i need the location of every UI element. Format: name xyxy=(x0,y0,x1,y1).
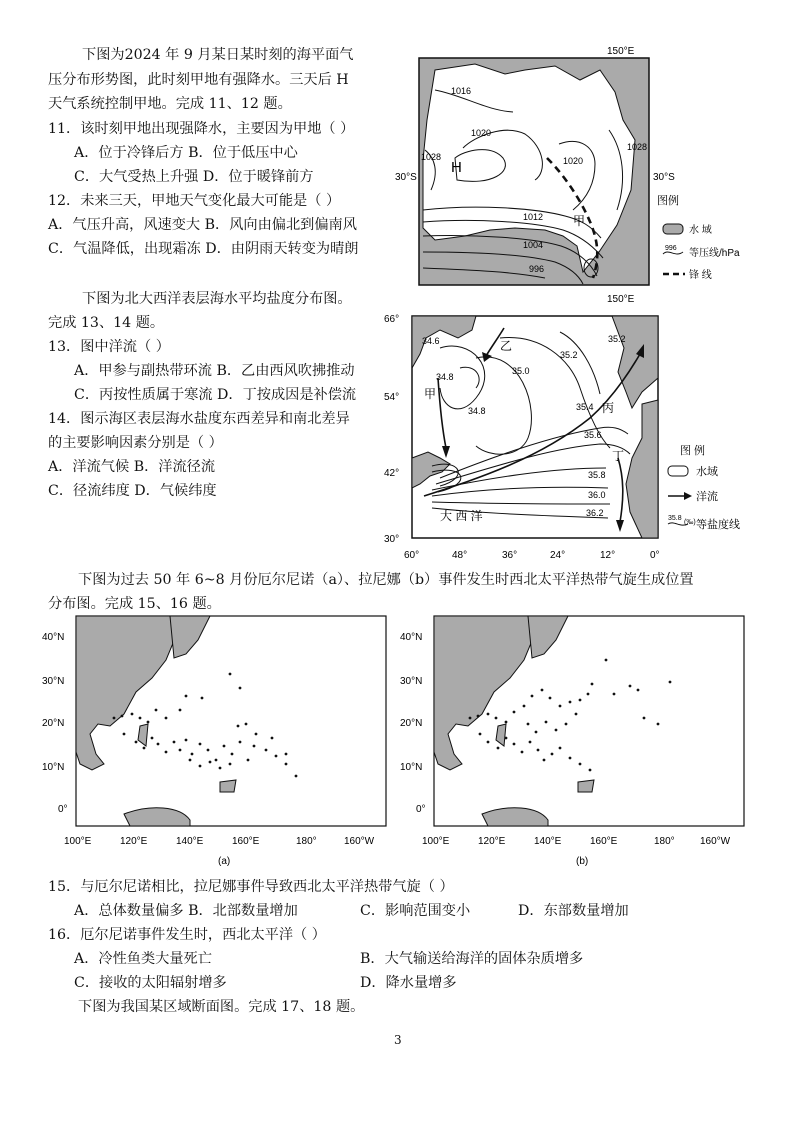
isohaline-label: 35.6 xyxy=(584,430,602,440)
lon-label: 36° xyxy=(502,550,518,561)
q16-option-d: D．降水量增多 xyxy=(360,975,457,991)
panel-a-genesis-point xyxy=(285,753,288,756)
panel-a-genesis-point xyxy=(231,753,234,756)
panel-b-genesis-point xyxy=(551,753,554,756)
panel-b-genesis-point xyxy=(579,699,582,702)
isohaline-label: 34.8 xyxy=(468,406,486,416)
q11-stem: 11．该时刻甲地出现强降水，主要因为甲地（ ） xyxy=(48,121,355,137)
lon-top-label: 150°E xyxy=(607,46,635,57)
q15-stem: 15．与厄尔尼诺相比，拉尼娜事件导致西北太平洋热带气旋（ ） xyxy=(48,879,454,895)
lat-label: 40°N xyxy=(400,632,423,643)
lon-label: 180° xyxy=(654,836,675,847)
q14-stem-line1: 14．图示海区表层海水盐度东西差异和南北差异 xyxy=(48,411,350,427)
panel-b-genesis-point xyxy=(591,683,594,686)
panel-b-genesis-point xyxy=(549,697,552,700)
current-label: 丁 xyxy=(612,449,625,463)
isobar-label: 1012 xyxy=(523,212,544,222)
panel-b-genesis-point xyxy=(605,659,608,662)
isobar-label: 1028 xyxy=(421,152,442,162)
isohaline-label: 36.2 xyxy=(586,508,604,518)
page-number: 3 xyxy=(394,1033,402,1047)
q12-options-cd: C．气温降低，出现霜冻 D．由阴雨天转变为晴朗 xyxy=(48,241,359,257)
map2-legend-title: 图 例 xyxy=(680,445,706,457)
lon-label: 60° xyxy=(404,550,420,561)
isobar-label: 1020 xyxy=(563,156,584,166)
panel-b-genesis-point xyxy=(613,693,616,696)
panel-a-genesis-point xyxy=(135,741,138,744)
lat-label: 30° xyxy=(384,534,400,545)
panel-a-genesis-point xyxy=(229,763,232,766)
map1-legend-front: 锋 线 xyxy=(689,270,712,281)
lon-label: 0° xyxy=(650,550,660,561)
panel-a-genesis-point xyxy=(113,717,116,720)
panel-b-genesis-point xyxy=(497,747,500,750)
panel-a-genesis-point xyxy=(131,713,134,716)
panel-b-genesis-point xyxy=(559,747,562,750)
ocean-label: 大 西 洋 xyxy=(440,509,483,523)
lat-label: 10°N xyxy=(42,762,65,773)
lon-label: 48° xyxy=(452,550,468,561)
panel-a-genesis-point xyxy=(147,721,150,724)
panel-a-genesis-point xyxy=(173,741,176,744)
panel-a-genesis-point xyxy=(255,733,258,736)
panel-a-genesis-point xyxy=(165,717,168,720)
isohaline-label: 35.0 xyxy=(512,366,530,376)
map1-legend-isobar: 等压线/hPa xyxy=(689,248,740,259)
panel-b-genesis-point xyxy=(575,713,578,716)
q15-option-c: C．影响范围变小 xyxy=(360,903,471,919)
q12-options-ab: A．气压升高，风速变大 B．风向由偏北到偏南风 xyxy=(48,217,357,233)
panel-b-genesis-point xyxy=(505,721,508,724)
q16-stem: 16．厄尔尼诺事件发生时，西北太平洋（ ） xyxy=(48,927,326,943)
panel-a-genesis-point xyxy=(179,749,182,752)
lat-label: 40°N xyxy=(42,632,65,643)
isobar-label: 1016 xyxy=(451,86,472,96)
current-label: 乙 xyxy=(500,339,513,353)
legend-current-head xyxy=(684,492,692,500)
q15-option-d: D．东部数量增加 xyxy=(518,903,629,919)
lat-label: 30°N xyxy=(42,676,65,687)
map2-legend-salinity: 等盐度线 xyxy=(696,519,740,531)
isohaline-label: 34.8 xyxy=(436,372,454,382)
q11-intro-line1: 下图为2024 年 9 月某日某时刻的海平面气 xyxy=(82,47,354,63)
map2-legend-current: 洋流 xyxy=(696,491,718,503)
panel-a-genesis-point xyxy=(123,733,126,736)
lat-label: 42° xyxy=(384,468,400,479)
panel-a-genesis-point xyxy=(253,745,256,748)
isobar-label: 1020 xyxy=(471,128,492,138)
panel-a-genesis-point xyxy=(199,765,202,768)
panel-a-genesis-point xyxy=(295,775,298,778)
panel-a-genesis-point xyxy=(165,751,168,754)
legend-salinity-unit: (‰) xyxy=(684,519,696,526)
panel-b-genesis-point xyxy=(669,681,672,684)
q15-intro-line2: 分布图。完成 15、16 题。 xyxy=(48,596,221,612)
q13-intro-line2: 完成 13、14 题。 xyxy=(48,315,165,331)
panel-a-genesis-point xyxy=(207,749,210,752)
panel-b-genesis-point xyxy=(643,717,646,720)
panel-a-genesis-point xyxy=(285,763,288,766)
panel-b-genesis-point xyxy=(505,737,508,740)
panel-b-genesis-point xyxy=(545,721,548,724)
panel-b-genesis-point xyxy=(523,705,526,708)
salinity-map-frame xyxy=(412,316,658,538)
q14-stem-line2: 的主要影响因素分别是（ ） xyxy=(48,435,223,451)
panel-b xyxy=(434,616,744,826)
map2-legend-water: 水域 xyxy=(696,466,718,478)
panel-a-genesis-point xyxy=(185,739,188,742)
panel-b-genesis-point xyxy=(513,711,516,714)
lon-label: 180° xyxy=(296,836,317,847)
panel-b-genesis-point xyxy=(587,693,590,696)
lat-label: 10°N xyxy=(400,762,423,773)
salinity-map-figure xyxy=(380,308,790,566)
panel-b-genesis-point xyxy=(589,769,592,772)
panel-b-genesis-point xyxy=(559,705,562,708)
lon-label: 160°W xyxy=(344,836,375,847)
panel-a-genesis-point xyxy=(179,709,182,712)
legend-isobar-value: 996 xyxy=(665,245,677,252)
panel-a-genesis-point xyxy=(143,747,146,750)
panel-b-genesis-point xyxy=(541,689,544,692)
panel-a-genesis-point xyxy=(247,759,250,762)
q15-option-ab: A．总体数量偏多 B．北部数量增加 xyxy=(74,903,298,919)
panel-b-genesis-point xyxy=(521,751,524,754)
q15-intro-line1: 下图为过去 50 年 6~8 月份厄尔尼诺（a）、拉尼娜（b）事件发生时西北太平洋热带气旋生成位置 xyxy=(78,572,694,588)
q11-intro-line3: 天气系统控制甲地。完成 11、12 题。 xyxy=(48,96,292,112)
panel-b-genesis-point xyxy=(477,715,480,718)
q13-options-cd: C．丙按性质属于寒流 D．丁按成因是补偿流 xyxy=(74,387,357,403)
panel-a-genesis-point xyxy=(219,767,222,770)
panel-b-genesis-point xyxy=(487,741,490,744)
lat-label: 66° xyxy=(384,314,400,325)
panel-b-genesis-point xyxy=(469,717,472,720)
lat-label: 0° xyxy=(416,804,426,815)
panel-a-genesis-point xyxy=(245,723,248,726)
panel-a-genesis-point xyxy=(215,759,218,762)
panel-b-genesis-point xyxy=(543,759,546,762)
lon-label: 100°E xyxy=(64,836,92,847)
map1-legend-title: 图例 xyxy=(657,195,679,207)
pressure-map-figure xyxy=(395,40,790,308)
lat-label: 0° xyxy=(58,804,68,815)
panel-b-genesis-point xyxy=(495,717,498,720)
panel-b-genesis-point xyxy=(513,743,516,746)
caption-a: (a) xyxy=(218,856,231,867)
panel-b-genesis-point xyxy=(527,723,530,726)
legend-isobar-swatch xyxy=(663,252,683,254)
panel-b-genesis-point xyxy=(579,763,582,766)
isohaline-label: 35.2 xyxy=(608,334,626,344)
lon-label: 160°W xyxy=(700,836,731,847)
panel-b-genesis-point xyxy=(569,701,572,704)
panel-a-genesis-point xyxy=(275,755,278,758)
caption-b: (b) xyxy=(576,856,589,867)
lat-label: 54° xyxy=(384,392,400,403)
panel-b-genesis-point xyxy=(535,731,538,734)
panel-a-genesis-point xyxy=(239,741,242,744)
isobar-label: 996 xyxy=(529,264,545,274)
panel-a-genesis-point xyxy=(209,761,212,764)
isohaline-label: 36.0 xyxy=(588,490,606,500)
lon-label: 24° xyxy=(550,550,566,561)
current-label: 甲 xyxy=(424,387,437,401)
typhoon-maps-figure xyxy=(40,614,760,872)
lat-left-label: 30°S xyxy=(395,172,417,183)
panel-b-genesis-point xyxy=(657,723,660,726)
lon-label: 160°E xyxy=(590,836,618,847)
panel-a-genesis-point xyxy=(265,749,268,752)
panel-a-genesis-point xyxy=(139,717,142,720)
lon-label: 120°E xyxy=(478,836,506,847)
panel-a-genesis-point xyxy=(239,687,242,690)
lon-bottom-label: 150°E xyxy=(607,294,635,305)
legend-salinity-value: 35.8 xyxy=(668,515,682,522)
panel-a-genesis-point xyxy=(237,725,240,728)
isohaline-label: 35.2 xyxy=(560,350,578,360)
q11-options-cd: C．大气受热上升强 D．位于暖锋前方 xyxy=(74,169,314,185)
legend-water-swatch xyxy=(668,466,688,476)
panel-b-genesis-point xyxy=(529,741,532,744)
legend-water-swatch xyxy=(663,224,683,234)
panel-b-genesis-point xyxy=(531,695,534,698)
q16-option-c: C．接收的太阳辐射增多 xyxy=(74,975,227,991)
lon-label: 100°E xyxy=(422,836,450,847)
map1-legend-water: 水 域 xyxy=(689,225,712,236)
panel-a-genesis-point xyxy=(185,695,188,698)
panel-a-genesis-point xyxy=(157,743,160,746)
high-pressure-label: H xyxy=(451,159,462,176)
panel-a-island xyxy=(220,780,236,792)
panel-b-genesis-point xyxy=(569,757,572,760)
panel-b-island xyxy=(578,780,594,792)
lon-label: 160°E xyxy=(232,836,260,847)
panel-b-genesis-point xyxy=(565,723,568,726)
panel-b-genesis-point xyxy=(555,729,558,732)
panel-b-genesis-point xyxy=(537,749,540,752)
q11-options-ab: A．位于冷锋后方 B．位于低压中心 xyxy=(74,145,298,161)
panel-a-genesis-point xyxy=(155,709,158,712)
panel-b-genesis-point xyxy=(629,685,632,688)
isohaline-label: 35.4 xyxy=(576,402,594,412)
q14-options-ab: A．洋流气候 B．洋流径流 xyxy=(48,459,216,475)
panel-a-genesis-point xyxy=(223,745,226,748)
lon-label: 140°E xyxy=(176,836,204,847)
lon-label: 12° xyxy=(600,550,616,561)
panel-a-genesis-point xyxy=(271,737,274,740)
q13-options-ab: A．甲参与副热带环流 B．乙由西风吹拂推动 xyxy=(74,363,355,379)
lat-right-label: 30°S xyxy=(653,172,675,183)
current-label: 丙 xyxy=(602,401,615,415)
q11-intro-line2: 压分布形势图，此时刻甲地有强降水。三天后 H xyxy=(48,72,349,88)
q16-option-b: B．大气输送给海洋的固体杂质增多 xyxy=(360,951,584,967)
q13-stem: 13．图中洋流（ ） xyxy=(48,339,170,355)
isobar-label: 1004 xyxy=(523,240,544,250)
panel-a-genesis-point xyxy=(201,697,204,700)
isobar-label: 1028 xyxy=(627,142,648,152)
panel-a xyxy=(76,616,386,826)
isohaline-label: 35.8 xyxy=(588,470,606,480)
q14-options-cd: C．径流纬度 D．气候纬度 xyxy=(48,483,217,499)
lon-label: 120°E xyxy=(120,836,148,847)
panel-a-genesis-point xyxy=(151,737,154,740)
lat-label: 30°N xyxy=(400,676,423,687)
lat-label: 20°N xyxy=(42,718,65,729)
panel-a-genesis-point xyxy=(121,715,124,718)
lat-label: 20°N xyxy=(400,718,423,729)
q13-intro-line1: 下图为北大西洋表层海水平均盐度分布图。 xyxy=(82,291,352,307)
isohaline-label: 34.6 xyxy=(422,336,440,346)
q12-stem: 12．未来三天，甲地天气变化最大可能是（ ） xyxy=(48,193,341,209)
q16-option-a: A．冷性鱼类大量死亡 xyxy=(74,951,212,967)
q17-intro: 下图为我国某区域断面图。完成 17、18 题。 xyxy=(78,999,365,1015)
panel-a-genesis-point xyxy=(189,759,192,762)
panel-a-genesis-point xyxy=(229,673,232,676)
panel-b-genesis-point xyxy=(637,689,640,692)
lon-label: 140°E xyxy=(534,836,562,847)
location-jia-label: 甲 xyxy=(573,214,586,228)
panel-a-genesis-point xyxy=(191,753,194,756)
panel-a-genesis-point xyxy=(199,743,202,746)
panel-b-genesis-point xyxy=(487,713,490,716)
panel-b-genesis-point xyxy=(479,733,482,736)
